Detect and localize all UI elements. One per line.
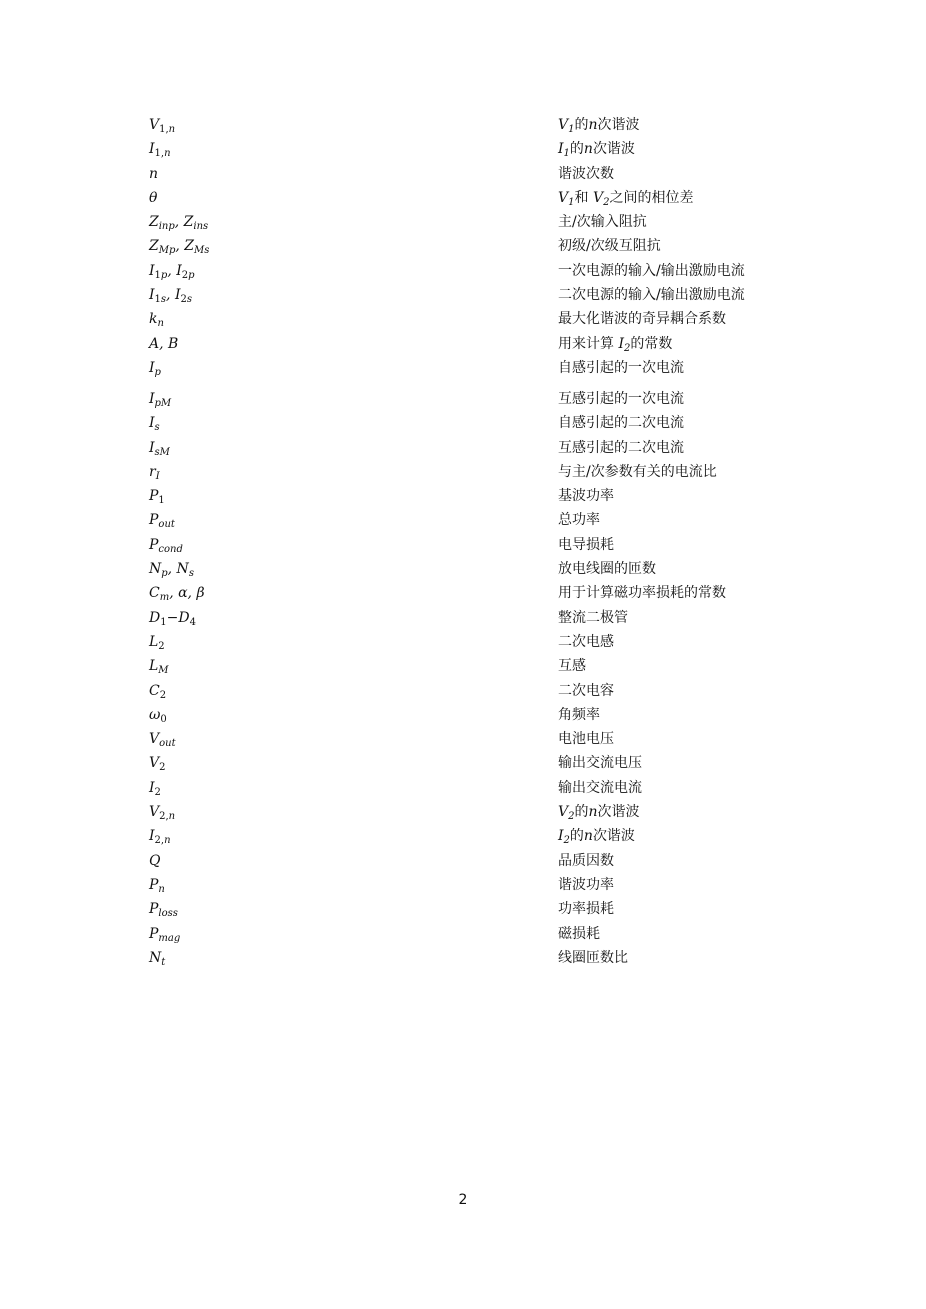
nomenclature-row xyxy=(0,113,926,137)
nomenclature-row xyxy=(0,654,926,678)
symbol-description: 输出交流电流 xyxy=(558,779,642,796)
symbol: $P_1$ xyxy=(149,488,165,507)
nomenclature-row xyxy=(0,824,926,848)
symbol: $V_{1,n}$ xyxy=(149,117,176,135)
nomenclature-row xyxy=(0,436,926,460)
symbol: $I_s$ xyxy=(149,415,160,434)
symbol-description: 功率损耗 xyxy=(558,901,614,918)
symbol-description: 互感引起的一次电流 xyxy=(558,390,684,407)
nomenclature-row xyxy=(0,332,926,356)
symbol-description: 互感引起的二次电流 xyxy=(558,439,684,456)
symbol: $Z_{Mp}$, $Z_{Ms}$ xyxy=(149,238,210,257)
symbol: $N_p$, $N_s$ xyxy=(149,561,194,580)
symbol-description: 谐波功率 xyxy=(558,876,614,893)
nomenclature-row xyxy=(0,776,926,800)
symbol-description: 角频率 xyxy=(558,706,600,723)
symbol-description: 电导损耗 xyxy=(558,536,614,553)
nomenclature-row xyxy=(0,411,926,435)
symbol-description: 放电线圈的匝数 xyxy=(558,561,656,578)
symbol-description: 初级/次级互阻抗 xyxy=(558,238,661,255)
nomenclature-row xyxy=(0,356,926,387)
symbol: θ xyxy=(149,189,158,206)
nomenclature-row xyxy=(0,922,926,946)
nomenclature-row xyxy=(0,679,926,703)
symbol-description: 一次电源的输入/输出激励电流 xyxy=(558,262,745,279)
symbol-description: 自感引起的一次电流 xyxy=(558,359,684,376)
symbol: A, B xyxy=(149,335,179,352)
nomenclature-row xyxy=(0,186,926,210)
symbol-description: 基波功率 xyxy=(558,488,614,505)
symbol: $I_{1p}$, $I_{2p}$ xyxy=(149,262,195,281)
nomenclature-row xyxy=(0,484,926,508)
symbol: $C_2$ xyxy=(149,682,167,701)
nomenclature-row xyxy=(0,162,926,186)
nomenclature-row xyxy=(0,508,926,532)
symbol: $r_I$ xyxy=(149,463,160,482)
symbol-description: 品质因数 xyxy=(558,852,614,869)
symbol-description: $I_1$的n次谐波 xyxy=(558,141,635,160)
symbol: $V_{2,n}$ xyxy=(149,804,176,823)
symbol: $V_2$ xyxy=(149,755,166,774)
nomenclature-row xyxy=(0,387,926,411)
symbol-description: 谐波次数 xyxy=(558,165,614,182)
nomenclature-row xyxy=(0,630,926,654)
symbol: $L_M$ xyxy=(149,658,169,677)
nomenclature-row xyxy=(0,307,926,331)
symbol-description: $V_2$的n次谐波 xyxy=(558,804,640,823)
nomenclature-row xyxy=(0,897,926,921)
symbol: $I_{1,n}$ xyxy=(149,141,171,160)
nomenclature-list xyxy=(0,113,926,970)
nomenclature-row xyxy=(0,606,926,630)
symbol: $I_{sM}$ xyxy=(149,439,170,458)
nomenclature-row xyxy=(0,210,926,234)
nomenclature-row xyxy=(0,259,926,283)
symbol-description: 与主/次参数有关的电流比 xyxy=(558,463,717,480)
symbol: $P_{cond}$ xyxy=(149,536,183,555)
nomenclature-row xyxy=(0,533,926,557)
symbol: $I_{1s}$, $I_{2s}$ xyxy=(149,287,192,306)
symbol-description: 输出交流电压 xyxy=(558,755,642,772)
symbol: Q xyxy=(149,852,161,869)
nomenclature-row xyxy=(0,703,926,727)
nomenclature-row xyxy=(0,751,926,775)
nomenclature-row xyxy=(0,581,926,605)
symbol-description: 最大化谐波的奇异耦合系数 xyxy=(558,311,726,328)
symbol: $P_{loss}$ xyxy=(149,901,178,920)
page-number: 2 xyxy=(458,1192,468,1208)
symbol-description: $V_1$和 $V_2$之间的相位差 xyxy=(558,189,694,208)
symbol: $I_{pM}$ xyxy=(149,390,172,409)
symbol-description: $V_1$的n次谐波 xyxy=(558,117,640,135)
symbol: $k_n$ xyxy=(149,311,164,330)
symbol-description: $I_2$的n次谐波 xyxy=(558,828,635,847)
symbol: $\omega_0$ xyxy=(149,706,167,725)
symbol: $I_p$ xyxy=(149,359,161,378)
nomenclature-row xyxy=(0,727,926,751)
symbol: $P_{mag}$ xyxy=(149,925,181,944)
symbol: $P_{out}$ xyxy=(149,512,175,531)
symbol-description: 二次电感 xyxy=(558,633,614,650)
symbol-description: 互感 xyxy=(558,658,586,675)
symbol: n xyxy=(149,165,159,182)
nomenclature-row xyxy=(0,873,926,897)
symbol: $D_1-D_4$ xyxy=(149,609,196,628)
nomenclature-row xyxy=(0,849,926,873)
nomenclature-row xyxy=(0,234,926,258)
symbol: $I_2$ xyxy=(149,779,161,798)
symbol-description: 二次电源的输入/输出激励电流 xyxy=(558,287,745,304)
symbol-description: 二次电容 xyxy=(558,682,614,699)
symbol-description: 主/次输入阻抗 xyxy=(558,214,647,231)
nomenclature-row xyxy=(0,460,926,484)
symbol-description: 用于计算磁功率损耗的常数 xyxy=(558,585,726,602)
nomenclature-row xyxy=(0,137,926,161)
symbol-description: 总功率 xyxy=(558,512,600,529)
symbol-description: 磁损耗 xyxy=(558,925,600,942)
symbol-description: 线圈匝数比 xyxy=(558,949,628,966)
symbol-description: 自感引起的二次电流 xyxy=(558,415,684,432)
symbol: $I_{2,n}$ xyxy=(149,828,171,847)
symbol-description: 用来计算 $I_2$的常数 xyxy=(558,335,673,354)
nomenclature-row xyxy=(0,946,926,970)
symbol: $V_{out}$ xyxy=(149,731,176,750)
symbol: $L_2$ xyxy=(149,633,165,652)
nomenclature-row xyxy=(0,557,926,581)
nomenclature-row xyxy=(0,800,926,824)
nomenclature-row xyxy=(0,283,926,307)
symbol: $Z_{inp}$, $Z_{ins}$ xyxy=(149,214,209,233)
symbol-description: 整流二极管 xyxy=(558,609,628,626)
symbol: $P_n$ xyxy=(149,876,165,895)
symbol: $C_m$, α, β xyxy=(149,585,205,604)
symbol: $N_t$ xyxy=(149,949,166,968)
symbol-description: 电池电压 xyxy=(558,731,614,748)
